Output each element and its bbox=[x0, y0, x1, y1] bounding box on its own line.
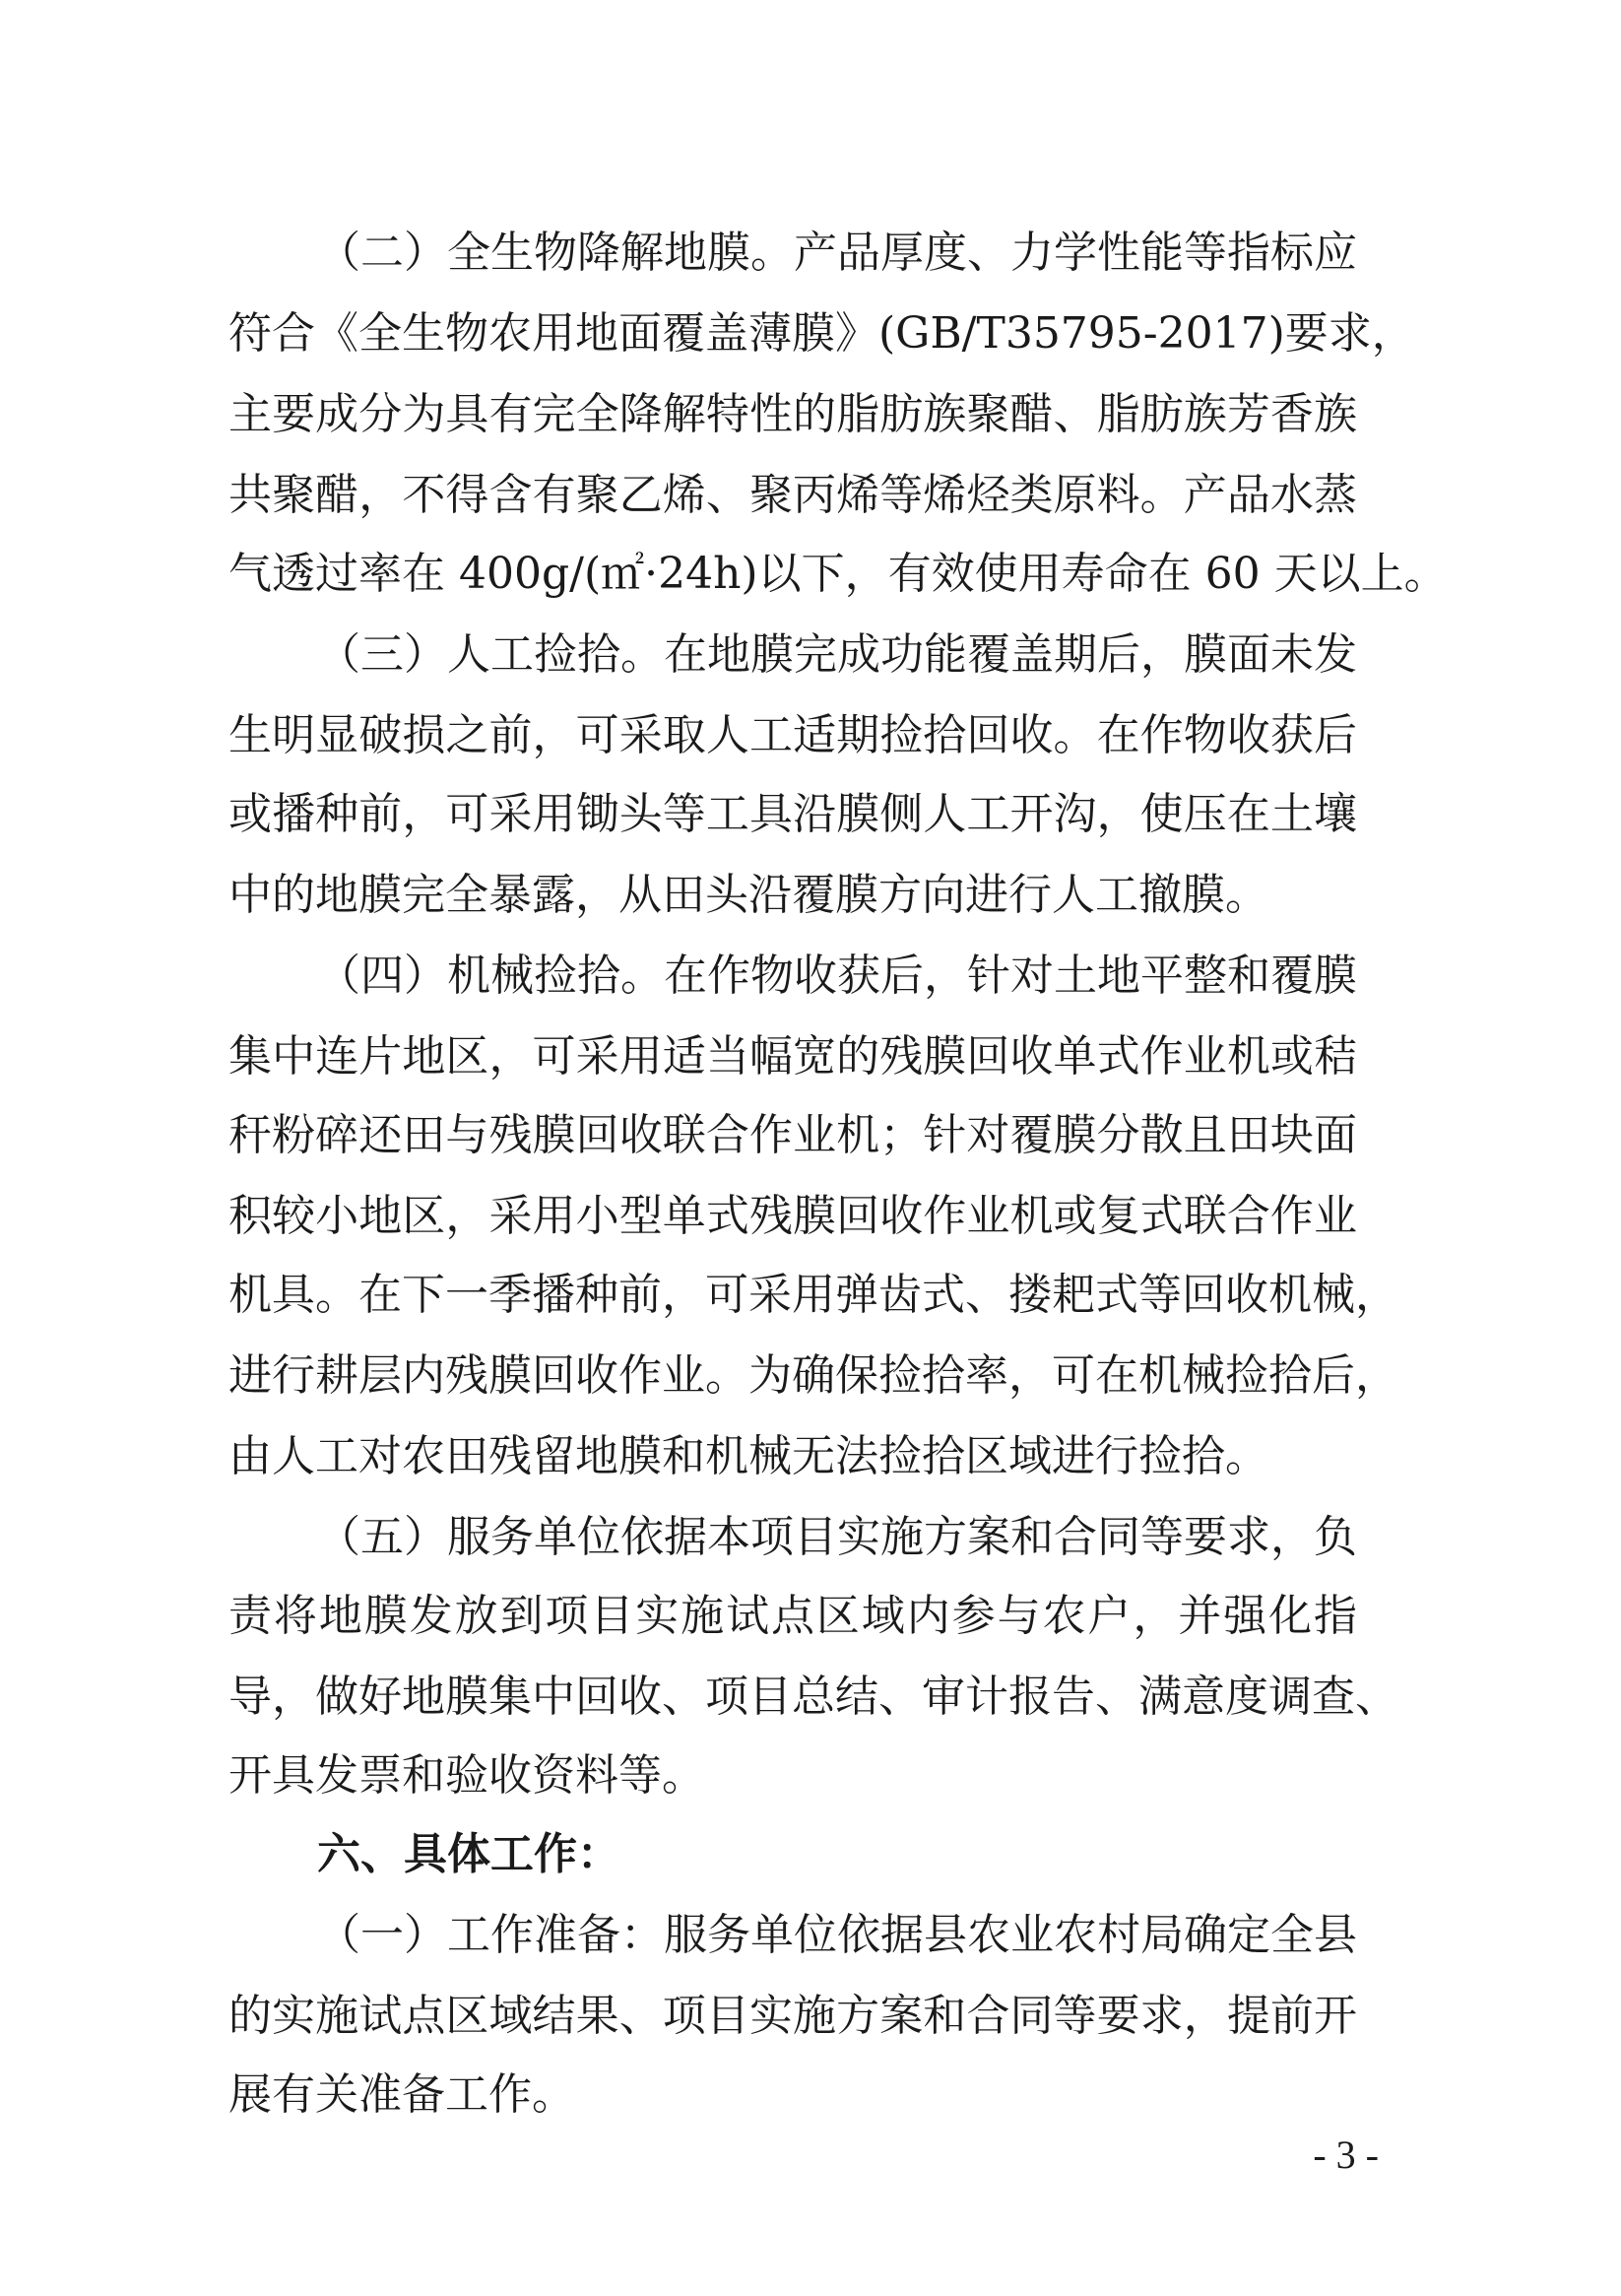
paragraph-4-line-4: 积较小地区，采用小型单式残膜回收作业机或复式联合作业 bbox=[228, 1191, 1357, 1241]
paragraph-4-line-1: （四）机械捡拾。在作物收获后，针对土地平整和覆膜 bbox=[317, 951, 1357, 1001]
section-6-heading: 六、具体工作： bbox=[317, 1829, 620, 1879]
paragraph-3-line-3: 或播种前，可采用锄头等工具沿膜侧人工开沟，使压在土壤 bbox=[228, 789, 1357, 839]
paragraph-5-line-1: （五）服务单位依据本项目实施方案和合同等要求，负 bbox=[317, 1512, 1357, 1562]
paragraph-6-1-line-3: 展有关准备工作。 bbox=[228, 2069, 575, 2120]
paragraph-2-line-5: 气透过率在 400g/(㎡·24h)以下，有效使用寿命在 60 天以上。 bbox=[228, 549, 1448, 599]
paragraph-5-line-3: 导，做好地膜集中回收、项目总结、审计报告、满意度调查、 bbox=[228, 1672, 1398, 1722]
paragraph-5-line-4: 开具发票和验收资料等。 bbox=[228, 1750, 705, 1801]
paragraph-6-1-line-1: （一）工作准备：服务单位依据县农业农村局确定全县 bbox=[317, 1910, 1357, 1960]
page-number: - 3 - bbox=[1313, 2132, 1379, 2177]
paragraph-2-line-2: 符合《全生物农用地面覆盖薄膜》(GB/T35795-2017)要求， bbox=[228, 308, 1415, 359]
paragraph-4-line-7: 由人工对农田残留地膜和机械无法捡拾区域进行捡拾。 bbox=[228, 1431, 1268, 1481]
paragraph-2-line-4: 共聚醋，不得含有聚乙烯、聚丙烯等烯烃类原料。产品水蒸 bbox=[228, 470, 1357, 520]
paragraph-6-1-line-2: 的实施试点区域结果、项目实施方案和合同等要求，提前开 bbox=[228, 1991, 1357, 2041]
paragraph-4-line-2: 集中连片地区，可采用适当幅宽的残膜回收单式作业机或秸 bbox=[228, 1031, 1357, 1082]
paragraph-4-line-5: 机具。在下一季播种前，可采用弹齿式、搂耙式等回收机械， bbox=[228, 1270, 1398, 1320]
paragraph-2-line-1: （二）全生物降解地膜。产品厚度、力学性能等指标应 bbox=[317, 228, 1357, 278]
paragraph-2-line-3: 主要成分为具有完全降解特性的脂肪族聚醋、脂肪族芳香族 bbox=[228, 389, 1357, 439]
paragraph-5-line-2: 责将地膜发放到项目实施试点区域内参与农户，并强化指 bbox=[228, 1591, 1357, 1641]
paragraph-4-line-6: 进行耕层内残膜回收作业。为确保捡拾率，可在机械捡拾后， bbox=[228, 1350, 1398, 1401]
paragraph-3-line-4: 中的地膜完全暴露，从田头沿覆膜方向进行人工撤膜。 bbox=[228, 870, 1268, 920]
paragraph-3-line-1: （三）人工捡拾。在地膜完成功能覆盖期后，膜面未发 bbox=[317, 629, 1357, 680]
paragraph-3-line-2: 生明显破损之前，可采取人工适期捡拾回收。在作物收获后 bbox=[228, 710, 1357, 760]
paragraph-4-line-3: 秆粉碎还田与残膜回收联合作业机；针对覆膜分散且田块面 bbox=[228, 1110, 1357, 1160]
